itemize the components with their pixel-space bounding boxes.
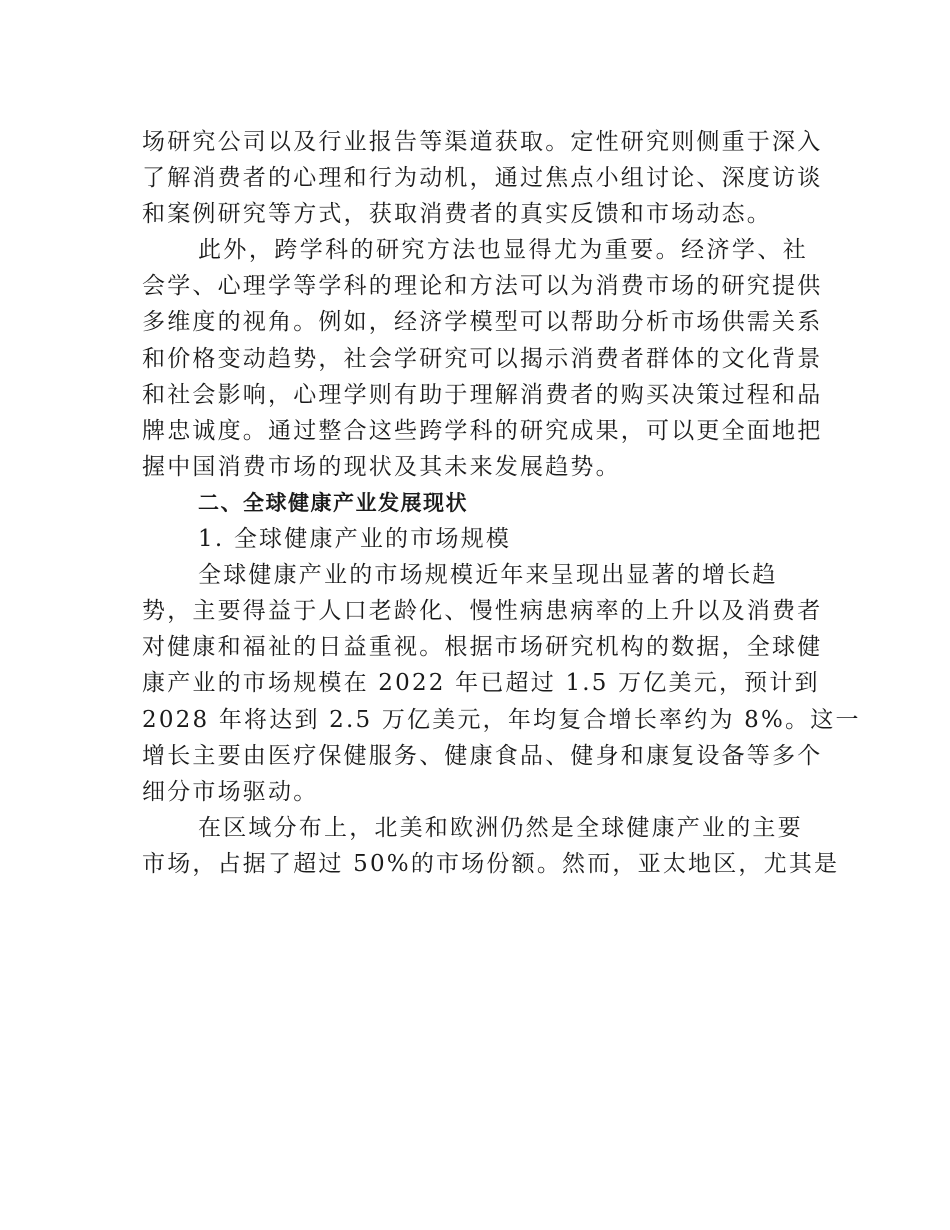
paragraph-line: 康产业的市场规模在 2022 年已超过 1.5 万亿美元，预计到 [142,670,820,697]
paragraph-line: 会学、心理学等学科的理论和方法可以为消费市场的研究提供 [142,273,823,300]
paragraph-line: 多维度的视角。例如，经济学模型可以帮助分析市场供需关系 [142,309,823,336]
paragraph-line: 增长主要由医疗保健服务、健康食品、健身和康复设备等多个 [142,742,823,769]
paragraph-line: 和案例研究等方式，获取消费者的真实反馈和市场动态。 [142,201,772,228]
paragraph-line: 细分市场驱动。 [142,778,319,805]
paragraph-line: 了解消费者的心理和行为动机，通过焦点小组讨论、深度访谈 [142,165,823,192]
paragraph-line: 牌忠诚度。通过整合这些跨学科的研究成果，可以更全面地把 [142,417,823,444]
paragraph-line: 场研究公司以及行业报告等渠道获取。定性研究则侧重于深入 [142,129,823,155]
paragraph-line: 2028 年将达到 2.5 万亿美元，年均复合增长率约为 8%。这一 [142,706,861,733]
paragraph-line: 市场，占据了超过 50%的市场份额。然而，亚太地区，尤其是 [142,850,840,877]
paragraph-line: 全球健康产业的市场规模近年来呈现出显著的增长趋 [198,562,778,589]
paragraph-line: 握中国消费市场的现状及其未来发展趋势。 [142,453,621,480]
paragraph-line: 此外，跨学科的研究方法也显得尤为重要。经济学、社 [198,237,808,264]
paragraph-line: 势，主要得益于人口老龄化、慢性病患病率的上升以及消费者 [142,598,823,625]
paragraph-line: 对健康和福祉的日益重视。根据市场研究机构的数据，全球健 [142,634,823,661]
paragraph-line: 和社会影响，心理学则有助于理解消费者的购买决策过程和品 [142,381,823,408]
paragraph-line: 在区域分布上，北美和欧洲仍然是全球健康产业的主要 [198,814,803,841]
body-text [142,124,861,882]
subsection-heading: 1. 全球健康产业的市场规模 [198,526,512,553]
section-heading: 二、全球健康产业发展现状 [198,490,468,515]
paragraph-line: 和价格变动趋势，社会学研究可以揭示消费者群体的文化背景 [142,345,823,372]
